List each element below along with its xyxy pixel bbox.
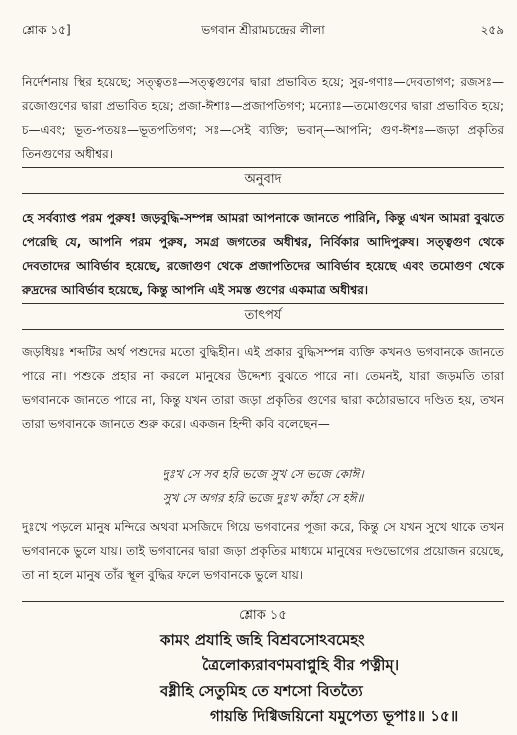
header-chapter-title: ভগবান শ্রীরামচন্দ্রের লীলা xyxy=(201,23,325,37)
synonyms-paragraph: নির্দেশনায় স্থির হয়েছে; সত্ত্বতঃ—সত্ত্বগুণের দ্বারা প্রভাবিত হয়ে; সুর-গণাঃ—দেবতাগণ; রজসঃ—রজোগুণের দ্বারা প্রভাবিত হয়ে; প্রজা-ঈশাঃ—প্রজাপতিগণ; মন্যোঃ—তমোগুণের দ্বারা প্রভাবিত হয়ে; চ—এবং; ভূত-পতয়ঃ—ভূতপতিগণ; সঃ—সেই ব্যক্তি; ভবান্—আপনি; গুণ-ঈশঃ—জড়া প্রকৃতির তিনগুণের অধীশ্বর। xyxy=(22,75,504,161)
couplet-line-2: সুখ সে অগর হরি ভজে দুঃখ কাঁহা সে হঈ॥ xyxy=(162,491,364,505)
divider xyxy=(22,167,504,168)
page-header xyxy=(22,22,504,42)
divider xyxy=(22,303,504,304)
translation-paragraph: হে সর্বব্যাপ্ত পরম পুরুষ! জড়বুদ্ধি-সম্পন্ন আমরা আপনাকে জানতে পারিনি, কিন্তু এখন আমরা বুঝতে পেরেছি যে, আপনি পরম পুরুষ, সমগ্র জগতের অধীশ্বর, নির্বিকার আদিপুরুষ। সত্ত্বগুণ থেকে দেবতাদের আবির্ভাব হয়েছে, রজোগুণ থেকে প্রজাপতিদের আবির্ভাব হয়েছে এবং তমোগুণ থেকে রুদ্রদের আবির্ভাব হয়েছে, কিন্তু আপনি এই সমস্ত গুণের একমাত্র অধীশ্বর। xyxy=(22,211,504,297)
sanskrit-verse-line-1: কামং প্রযাহি জহি বিশ্রবসোঽবমেহং xyxy=(160,631,365,649)
page-number: ২৫৯ xyxy=(480,23,504,37)
header-verse-ref: শ্লোক ১৫] xyxy=(22,23,71,37)
sanskrit-verse-line-2: ত্রৈলোক্যরাবণমবাপ্নুহি বীর পত্নীম্। xyxy=(202,656,400,674)
divider xyxy=(22,601,504,602)
translation-heading: অনুবাদ xyxy=(244,172,282,187)
divider xyxy=(22,329,504,330)
sanskrit-verse-line-3: বধ্নীহি সেতুমিহ তে যশসো বিতত্যৈ xyxy=(160,682,363,700)
couplet-line-1: দুঃখ সে সব হরি ভজে সুখ সে ভজে কোঈ। xyxy=(162,467,364,481)
divider xyxy=(22,193,504,194)
sanskrit-verse-line-4: গায়ন্তি দিগ্বিজয়িনো যমুপেত্য ভূপাঃ॥ ১৫॥ xyxy=(210,707,459,725)
book-page xyxy=(22,0,504,735)
purport-paragraph-1: জড়ধিয়ঃ শব্দটির অর্থ পশুদের মতো বুদ্ধিহীন। এই প্রকার বুদ্ধিসম্পন্ন ব্যক্তি কখনও ভগবানকে জানতে পারে না। পশুকে প্রহার না করলে মানুষের উদ্দেশ্য বুঝতে পারে না। তেমনই, যারা জড়মতি তারা ভগবানকে জানতে পারে না, কিন্তু যখন তারা জড়া প্রকৃতির গুণের দ্বারা কঠোরভাবে দণ্ডিত হয়, তখন তারা ভগবানকে জানতে শুরু করে। একজন হিন্দী কবি বলেছেন— xyxy=(22,345,504,431)
purport-heading: তাৎপর্য xyxy=(244,308,282,323)
verse-heading: শ্লোক ১৫ xyxy=(239,608,287,623)
purport-paragraph-2: দুঃখে পড়লে মানুষ মন্দিরে অথবা মসজিদে গিয়ে ভগবানের পূজা করে, কিন্তু সে যখন সুখে থাকে তখন ভগবানকে ভুলে যায়। তাই ভগবানের দ্বারা জড়া প্রকৃতির মাধ্যমে মানুষের দণ্ডভোগের প্রয়োজন রয়েছে, তা না হলে মানুষ তাঁর স্থূল বুদ্ধির ফলে ভগবানকে ভুলে যায়। xyxy=(22,520,504,582)
